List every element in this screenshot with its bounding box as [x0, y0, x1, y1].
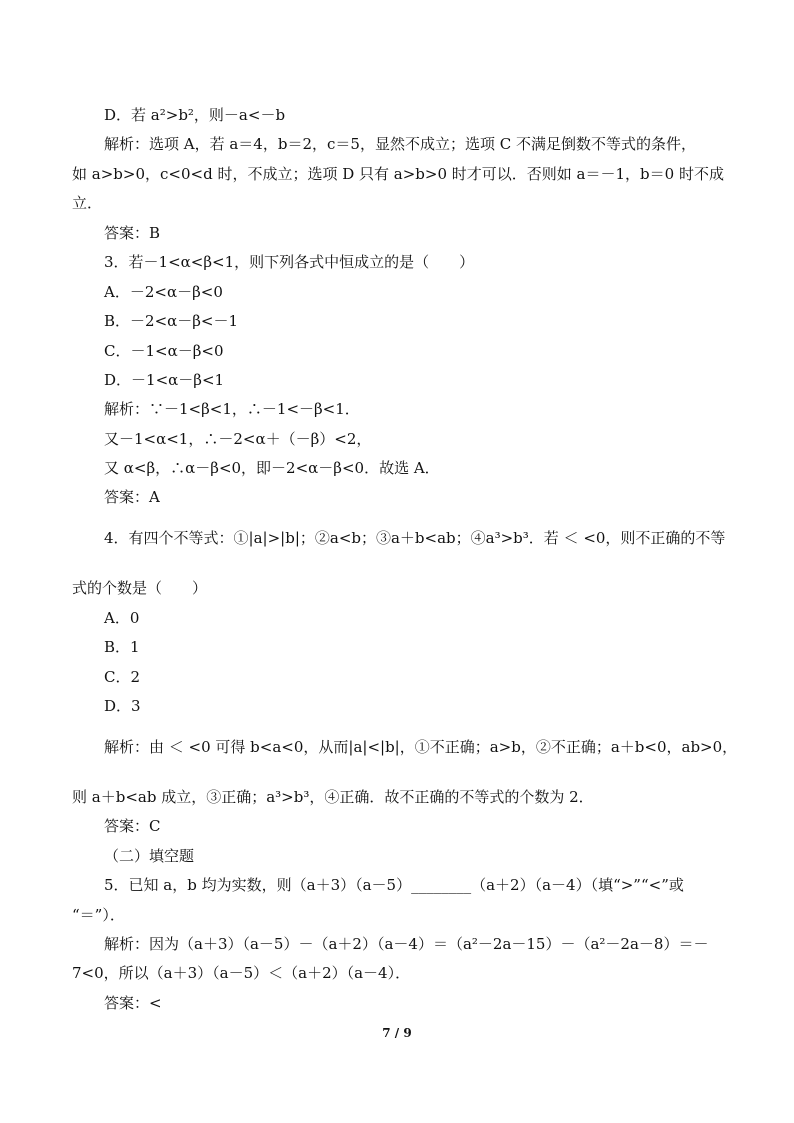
option-a-q3: A．－2<α－β<0 — [104, 283, 223, 301]
option-c-q4: C．2 — [104, 668, 141, 686]
option-b-q3: B．－2<α－β<－1 — [104, 312, 239, 330]
analysis-q5-line2: 7<0，所以（a＋3）（a－5）＜（a＋2）（a－4）． — [72, 964, 411, 982]
question-5-line2: “＝”）． — [72, 906, 125, 924]
analysis-q4-line2: 则 a＋b<ab 成立，③正确；a³>b³，④正确．故不正确的不等式的个数为 2． — [72, 788, 594, 806]
option-d-q4: D．3 — [104, 697, 141, 715]
analysis-q4-line1: 解析：由 ＜ <0 可得 b<a<0，从而|a|<|b|，①不正确；a>b，②不正确；a＋b<0，ab>0， — [104, 738, 738, 756]
analysis-q2-line2: 如 a>b>0，c<0<d 时，不成立；选项 D 只有 a>b>0 时才可以．否则如 a＝－1，b＝0 时不成 — [72, 165, 724, 183]
answer-q2: 答案：B — [104, 224, 161, 242]
analysis-q3-line2: 又－1<α<1，∴－2<α＋（－β）<2， — [104, 430, 372, 448]
question-3: 3．若－1<α<β<1，则下列各式中恒成立的是（ ） — [104, 253, 475, 271]
answer-q4: 答案：C — [104, 817, 161, 835]
option-d-q3: D．－1<α－β<1 — [104, 371, 225, 389]
section-heading: （二）填空题 — [104, 847, 195, 865]
option-a-q4: A．0 — [104, 609, 140, 627]
analysis-q3-line1: 解析：∵－1<β<1，∴－1<－β<1． — [104, 400, 360, 418]
option-d-q2: D．若 a²>b²，则－a<－b — [104, 106, 286, 124]
question-4-line1: 4．有四个不等式：①|a|>|b|；②a<b；③a＋b<ab；④a³>b³．若 ＜ <0，则不正确的不等 — [104, 529, 726, 547]
question-4-line2: 式的个数是（ ） — [72, 579, 208, 597]
answer-q5: 答案：< — [104, 994, 162, 1012]
answer-q3: 答案：A — [104, 488, 160, 506]
page-number: 7 / 9 — [382, 1026, 412, 1040]
analysis-q3-line3: 又 α<β，∴α－β<0，即－2<α－β<0．故选 A． — [104, 459, 440, 477]
analysis-q2-line3: 立． — [72, 194, 103, 212]
question-5-line1: 5．已知 a，b 均为实数，则（a＋3）（a－5）________（a＋2）（a－4）（填“>”“<”或 — [104, 876, 684, 894]
option-b-q4: B．1 — [104, 638, 140, 656]
analysis-q5-line1: 解析：因为（a＋3）（a－5）－（a＋2）（a－4）＝（a²－2a－15）－（a²－2a－8）＝－ — [104, 935, 709, 953]
option-c-q3: C．－1<α－β<0 — [104, 342, 224, 360]
analysis-q2-line1: 解析：选项 A，若 a＝4，b＝2，c＝5，显然不成立；选项 C 不满足倒数不等式的条件， — [104, 135, 696, 153]
